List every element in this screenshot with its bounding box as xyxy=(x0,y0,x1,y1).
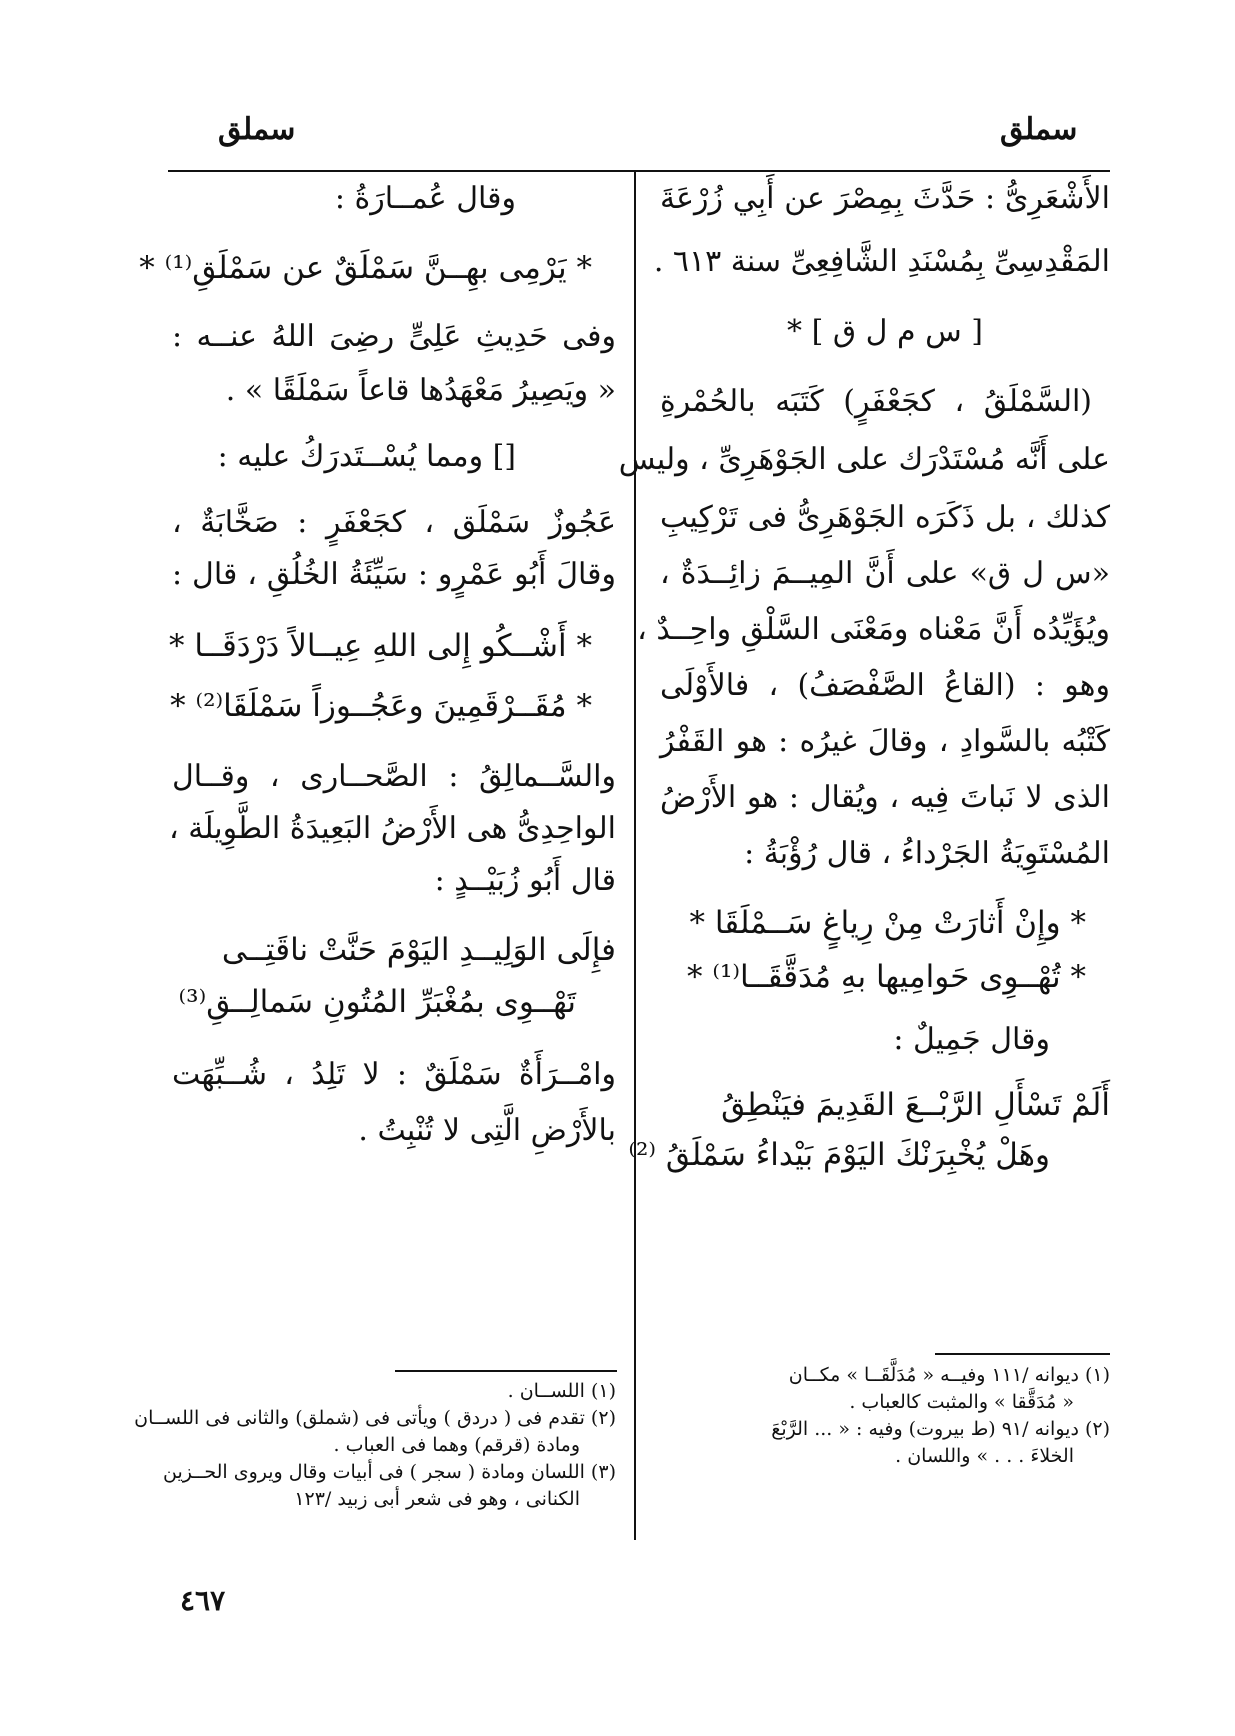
footnote: (١) ديوانه /١١١ وفيــه « مُدَلَّقَــا » مكــان xyxy=(788,1364,1110,1386)
text-line: الذى لا نَباتَ فِيه ، ويُقال : هو الأَرْضُ xyxy=(660,780,1110,815)
poem-line: تَهْــوِى بمُغْبَرِّ المُتُونِ سَمالِــقِ⁽³⁾ xyxy=(178,984,576,1020)
text-line: [] ومما يُسْــتَدرَكُ عليه : xyxy=(217,439,516,474)
running-header-right: سملق xyxy=(1000,112,1078,147)
footnote: الخلاءَ . . . » واللسان . xyxy=(895,1445,1074,1467)
text-line: المَقْدِسِىِّ بِمُسْنَدِ الشَّافِعِىِّ سنة ٦١٣ . xyxy=(653,244,1110,279)
text-line: وفى حَدِيثِ عَلِىٍّ رضِىَ اللهُ عنــه : xyxy=(172,319,616,354)
text-line: على أَنَّه مُسْتَدْرَك على الجَوْهَرِىِّ ، وليس xyxy=(618,442,1110,477)
footnote: ومادة (قرقم) وهما فى العباب . xyxy=(333,1434,580,1456)
footnote-rule-right xyxy=(935,1353,1110,1355)
text-line: « ويَصِيرُ مَعْهَدُها قاعاً سَمْلَقًا » . xyxy=(225,373,616,408)
verse-line: * يَرْمِى بهِــنَّ سَمْلَقٌ عن سَمْلَقِ⁽¹⁾ * xyxy=(139,250,592,286)
text-line: وامْــرَأَةٌ سَمْلَقٌ : لا تَلِدُ ، شُــبِّهَت xyxy=(172,1057,616,1092)
verse-line: * أَشْــكُو إِلى اللهِ عِيــالاً دَرْدَقَــا * xyxy=(169,628,592,664)
text-line: (السَّمْلَقُ ، كجَعْفَرٍ) كَتَبَه بالحُمْرةِ xyxy=(660,384,1092,419)
text-line: وقال عُمــارَةُ : xyxy=(334,181,516,216)
text-line: بالأَرْضِ الَّتِى لا تُنْبِتُ . xyxy=(358,1113,616,1148)
right-column xyxy=(618,180,1110,1175)
footnote: (١) اللســان . xyxy=(507,1380,616,1402)
footnote: الكنانى ، وهو فى شعر أبى زبيد /١٢٣ xyxy=(294,1488,580,1510)
poem-line: فإِلَى الوَلِيــدِ اليَوْمَ حَنَّتْ ناقَتِــى xyxy=(221,932,616,968)
text-line: كذلك ، بل ذَكَرَه الجَوْهَرِىُّ فى تَرْكِيبِ xyxy=(660,500,1110,535)
left-column xyxy=(139,180,616,1150)
text-line: وقالَ أَبُو عَمْرٍو : سَيِّئَةُ الخُلُقِ ، قال : xyxy=(172,557,616,592)
entry-heading: [ س م ل ق ] * xyxy=(787,314,983,349)
footnote-rule-left xyxy=(395,1370,617,1372)
footnote: (٢) تقدم فى ( دردق ) ويأتى فى (شملق) والثانى فى اللســان xyxy=(134,1407,616,1429)
text-line: وقال جَمِيلٌ : xyxy=(893,1022,1050,1057)
poem-line: أَلَمْ تَسْأَلِ الرَّبْــعَ القَدِيمَ فيَنْطِقُ xyxy=(721,1087,1110,1123)
page-number: ٤٦٧ xyxy=(180,1584,226,1617)
text-line: قال أَبُو زُبَيْــدٍ : xyxy=(434,863,616,898)
footnotes-right xyxy=(660,1362,1110,1470)
text-line: وهو : (القاعُ الصَّفْصَفُ) ، فالأَوْلَى xyxy=(660,668,1110,703)
footnote: « مُدَقَّقا » والمثبت كالعباب . xyxy=(849,1391,1074,1413)
text-line: عَجُوزٌ سَمْلَق ، كجَعْفَرٍ : صَخَّابَةٌ ، xyxy=(172,505,616,540)
verse-line: * تُهْــوِى حَوامِيها بهِ مُدَقَّقَــا⁽¹⁾ * xyxy=(686,959,1086,995)
text-line: «س ل ق» على أَنَّ المِيــمَ زائِــدَةٌ ، xyxy=(660,556,1110,591)
text-line: ويُؤَيِّدُه أَنَّ مَعْناه ومَعْنَى السَّلْقِ واحِــدٌ ، xyxy=(637,612,1110,647)
text-line: المُسْتَوِيَةُ الجَرْداءُ ، قال رُؤْبَةُ : xyxy=(744,836,1110,871)
verse-line: * مُقَــرْقَمِينَ وعَجُــوزاً سَمْلَقَا⁽²⁾ * xyxy=(170,688,592,724)
column-divider xyxy=(634,170,636,1540)
header-rule xyxy=(168,170,1110,172)
running-header-left: سملق xyxy=(218,112,296,147)
footnotes-left xyxy=(134,1378,616,1513)
text-line: والسَّــمالِقُ : الصَّحــارى ، وقــال xyxy=(172,759,616,794)
text-line: كَتْبُه بالسَّوادِ ، وقالَ غيرُه : هو القَفْرُ xyxy=(660,724,1110,759)
verse-line: * وإِنْ أَثارَتْ مِنْ رِياغٍ سَــمْلَقَا * xyxy=(689,905,1086,941)
footnote: (٣) اللسان ومادة ( سجر ) فى أبيات وقال ويروى الحــزين xyxy=(163,1461,616,1483)
footnote: (٢) ديوانه /٩١ (ط بيروت) وفيه : « ... الرَّبْعَ xyxy=(771,1418,1110,1440)
poem-line: وهَلْ يُخْبِرَنْكَ اليَوْمَ بَيْداءُ سَمْلَقُ ⁽²⁾ xyxy=(628,1137,1050,1173)
text-line: الواحِدِىُّ هى الأَرْضُ البَعِيدَةُ الطَّوِيلَة ، xyxy=(169,811,616,846)
text-line: الأَشْعَرِىُّ : حَدَّثَ بِمِصْرَ عن أَبِي زُرْعَةَ xyxy=(660,181,1110,216)
